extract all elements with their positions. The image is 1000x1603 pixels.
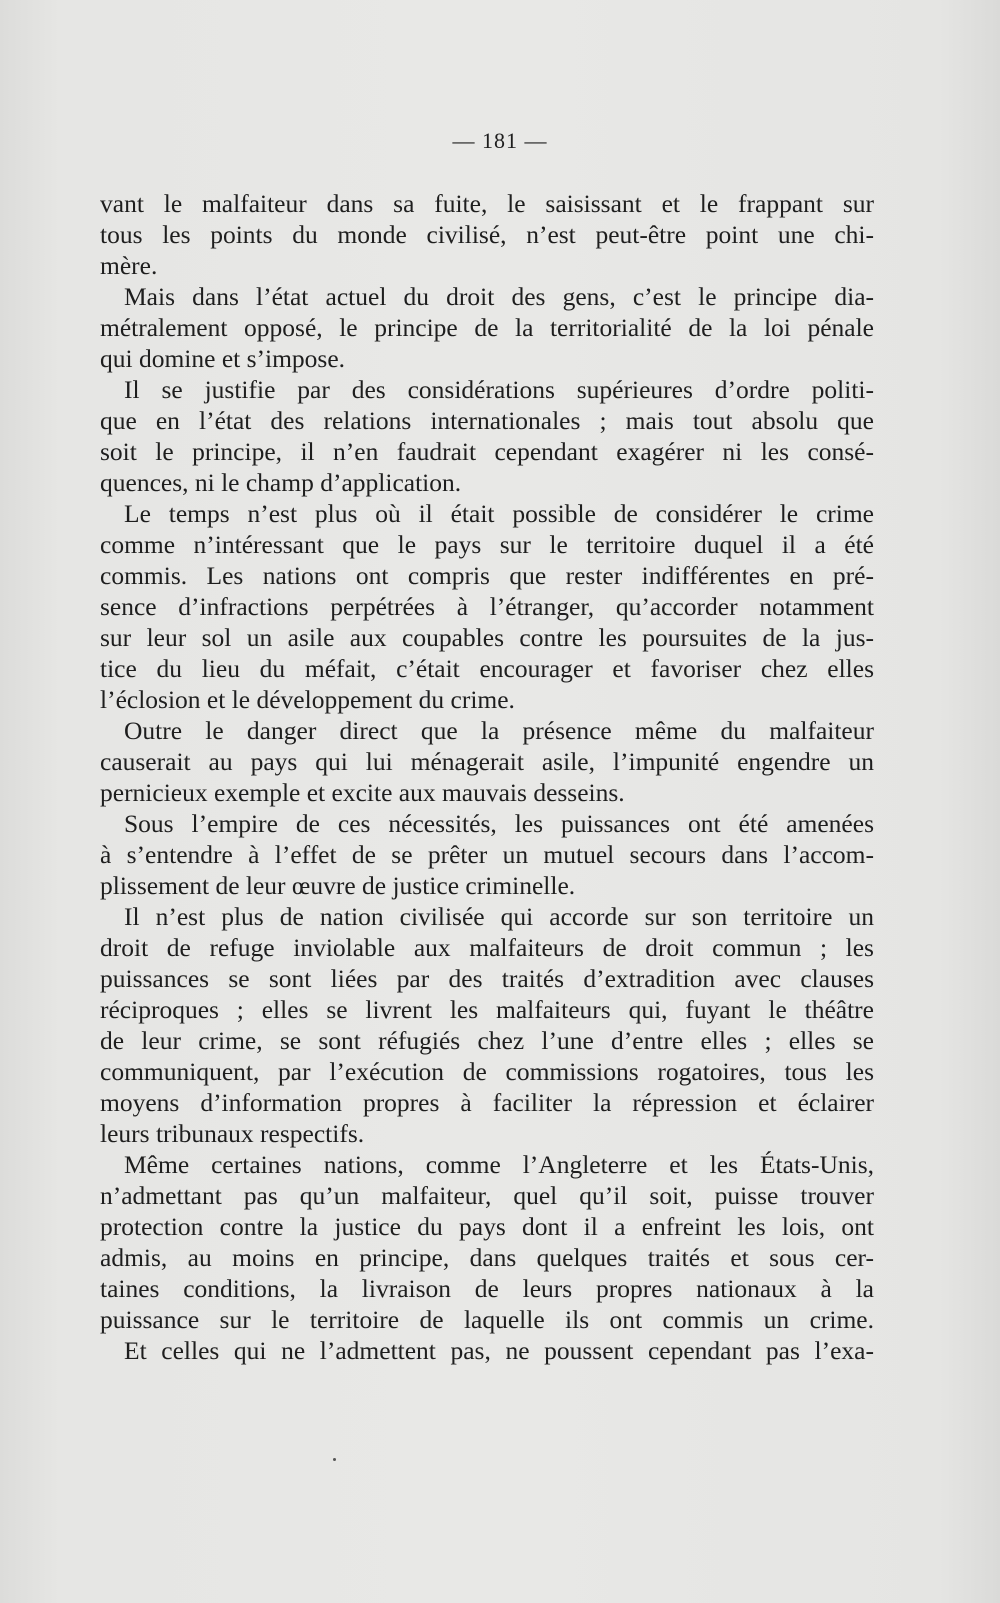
text-line: tice du lieu du méfait, c’était encourager et favoriser chez elles bbox=[100, 654, 874, 683]
text-line: mère. bbox=[100, 251, 158, 280]
text-line: puissances se sont liées par des traités d’extradition avec clauses bbox=[100, 964, 874, 993]
text-line: causerait au pays qui lui ménagerait asile, l’impunité engendre un bbox=[100, 747, 874, 776]
text-line: Outre le danger direct que la présence même du malfaiteur bbox=[124, 716, 874, 745]
text-line: Il n’est plus de nation civilisée qui accorde sur son territoire un bbox=[124, 902, 874, 931]
text-line: vant le malfaiteur dans sa fuite, le saisissant et le frappant sur bbox=[100, 189, 874, 218]
text-line: réciproques ; elles se livrent les malfaiteurs qui, fuyant le théâtre bbox=[100, 995, 874, 1024]
text-line: Et celles qui ne l’admettent pas, ne poussent cependant pas l’exa- bbox=[124, 1336, 874, 1365]
text-line: Mais dans l’état actuel du droit des gens, c’est le principe dia- bbox=[124, 282, 874, 311]
text-line: comme n’intéressant que le pays sur le territoire duquel il a été bbox=[100, 530, 874, 559]
text-line: protection contre la justice du pays dont il a enfreint les lois, ont bbox=[100, 1212, 874, 1241]
text-line: de leur crime, se sont réfugiés chez l’une d’entre elles ; elles se bbox=[100, 1026, 874, 1055]
text-line: n’admettant pas qu’un malfaiteur, quel qu’il soit, puisse trouver bbox=[100, 1181, 874, 1210]
text-line: soit le principe, il n’en faudrait cependant exagérer ni les consé- bbox=[100, 437, 874, 466]
text-line: qui domine et s’impose. bbox=[100, 344, 346, 373]
text-line: puissance sur le territoire de laquelle ils ont commis un crime. bbox=[100, 1305, 874, 1334]
text-line: Le temps n’est plus où il était possible de considérer le crime bbox=[124, 499, 874, 528]
text-line: métralement opposé, le principe de la territorialité de la loi pénale bbox=[100, 313, 874, 342]
text-line: leurs tribunaux respectifs. bbox=[100, 1119, 365, 1148]
text-line: Sous l’empire de ces nécessités, les puissances ont été amenées bbox=[124, 809, 874, 838]
text-line: pernicieux exemple et excite aux mauvais desseins. bbox=[100, 778, 625, 807]
text-line: Il se justifie par des considérations supérieures d’ordre politi- bbox=[124, 375, 874, 404]
print-speck bbox=[333, 1458, 336, 1461]
text-line: communiquent, par l’exécution de commissions rogatoires, tous les bbox=[100, 1057, 874, 1086]
text-line: droit de refuge inviolable aux malfaiteurs de droit commun ; les bbox=[100, 933, 874, 962]
text-line: moyens d’information propres à faciliter la répression et éclairer bbox=[100, 1088, 874, 1117]
text-line: Même certaines nations, comme l’Angleterre et les États-Unis, bbox=[124, 1150, 874, 1179]
text-line: taines conditions, la livraison de leurs propres nationaux à la bbox=[100, 1274, 874, 1303]
text-line: à s’entendre à l’effet de se prêter un mutuel secours dans l’accom- bbox=[100, 840, 874, 869]
text-line: sur leur sol un asile aux coupables contre les poursuites de la jus- bbox=[100, 623, 874, 652]
text-line: plissement de leur œuvre de justice criminelle. bbox=[100, 871, 576, 900]
body-text bbox=[100, 188, 874, 1366]
text-line: quences, ni le champ d’application. bbox=[100, 468, 462, 497]
text-line: l’éclosion et le développement du crime. bbox=[100, 685, 515, 714]
text-line: admis, au moins en principe, dans quelques traités et sous cer- bbox=[100, 1243, 874, 1272]
text-line: commis. Les nations ont compris que rester indifférentes en pré- bbox=[100, 561, 874, 590]
page-number: — 181 — bbox=[452, 128, 548, 153]
text-line: que en l’état des relations internationales ; mais tout absolu que bbox=[100, 406, 874, 435]
text-line: sence d’infractions perpétrées à l’étranger, qu’accorder notamment bbox=[100, 592, 874, 621]
text-line: tous les points du monde civilisé, n’est peut-être point une chi- bbox=[100, 220, 874, 249]
